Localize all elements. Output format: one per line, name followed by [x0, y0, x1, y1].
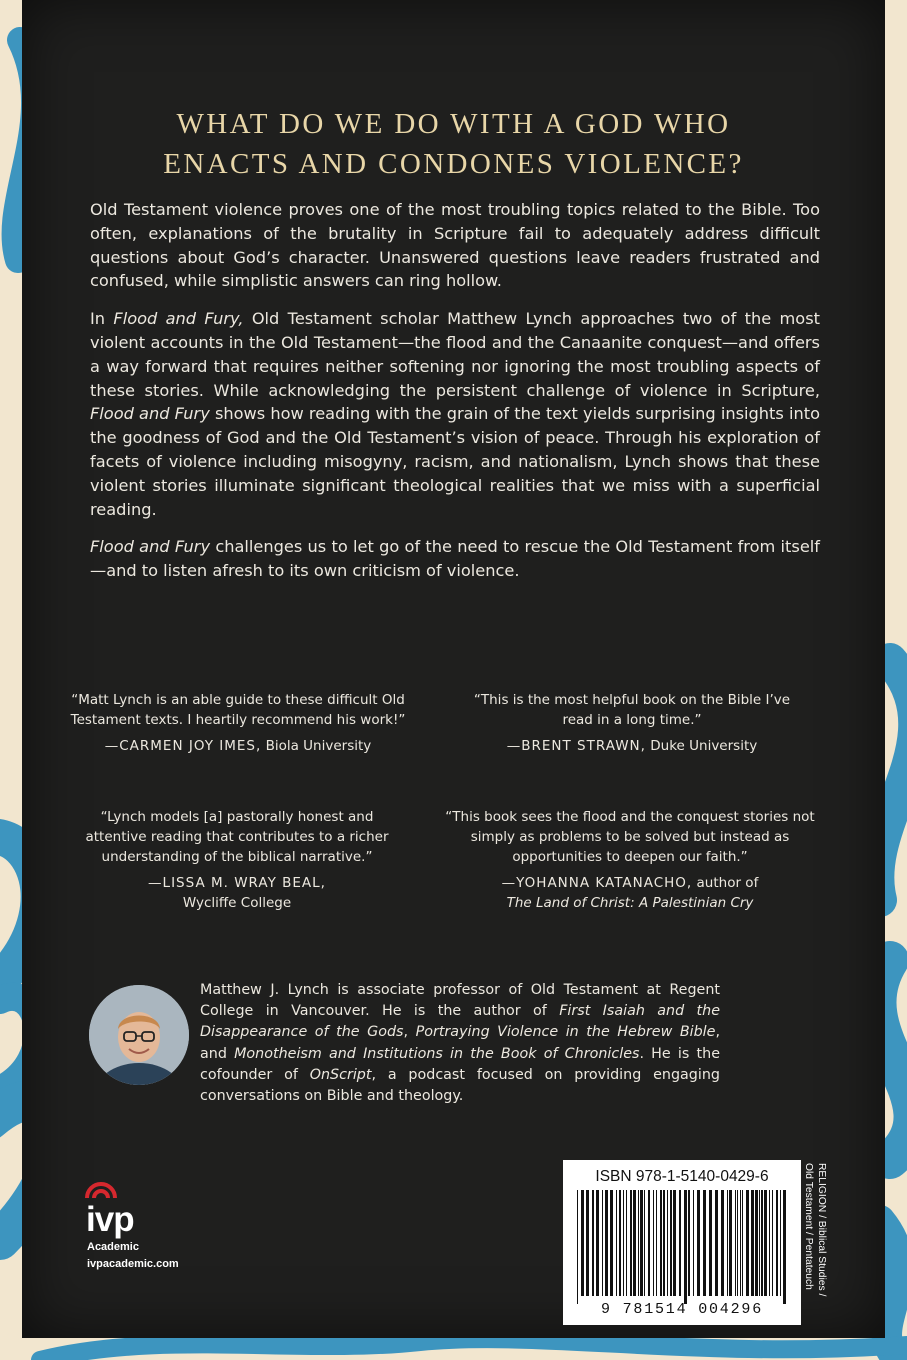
- barcode-bar: [746, 1190, 749, 1296]
- book-title: Flood and Fury,: [113, 309, 244, 329]
- endorsement-quote: “This book sees the flood and the conquest stories not simply as problems to be solved but instead as opportunities to deepen our faith.”: [445, 809, 815, 865]
- barcode-bar: [596, 1190, 599, 1296]
- barcode-bar: [776, 1190, 778, 1296]
- closing-paragraph: Flood and Fury challenges us to let go of the need to rescue the Old Testament from itself—and to listen afresh to its own criticism of violence.: [90, 537, 820, 581]
- main-paragraph: In Flood and Fury, Old Testament scholar Matthew Lynch approaches two of the most violent accounts in the Old Testament—the flood and the Canaanite conquest—and offers a way forward that requires neither softening nor ignoring the most troubling aspects of these stories. While acknowledging the persistent challenge of violence in Scripture, Flood and Fury shows how reading with the grain of the text yields surprising insights into the goodness of God and the Old Testament’s vision of peace. Through his exploration of facets of violence including misogyny, racism, and nationalism, Lynch shows that these violent stories illuminate significant theological realities that we miss with a superficial reading.: [90, 309, 820, 519]
- barcode-bar: [586, 1190, 589, 1296]
- barcode-bar: [697, 1190, 700, 1296]
- barcode-bar: [755, 1190, 758, 1296]
- barcode-bar: [764, 1190, 767, 1296]
- endorsement-quote: “Matt Lynch is an able guide to these difficult Old Testament texts. I heartily recommend his work!”: [70, 692, 406, 728]
- barcode-bar: [592, 1190, 594, 1296]
- cover-headline: [22, 104, 885, 184]
- intro-paragraph: Old Testament violence proves one of the most troubling topics related to the Bible. Too often, explanations of the brutality in Scripture fail to adequately address difficult questions about God’s character. Unanswered questions leave readers frustrated and confused, while simplistic answers can ring hollow.: [90, 200, 820, 291]
- barcode-bar: [644, 1190, 645, 1296]
- barcode-bar: [715, 1190, 718, 1296]
- barcode-bar: [640, 1190, 643, 1296]
- barcode-bar: [759, 1190, 760, 1296]
- publisher-imprint: Academic: [87, 1241, 139, 1253]
- barcode-digits: 9 781514 004296: [600, 1301, 764, 1318]
- barcode-bar: [751, 1190, 754, 1296]
- barcode-bar: [648, 1190, 650, 1296]
- endorsement-quote: “This is the most helpful book on the Bible I’ve read in a long time.”: [473, 692, 791, 728]
- barcode-bar: [605, 1190, 608, 1296]
- isbn-barcode: [563, 1160, 801, 1325]
- barcode-bar: [684, 1190, 687, 1304]
- barcode-bar: [688, 1190, 690, 1296]
- barcode-bar: [653, 1190, 654, 1296]
- barcode-bar: [709, 1190, 712, 1296]
- barcode-bar: [735, 1190, 736, 1296]
- barcode-bar: [616, 1190, 617, 1296]
- barcode-bar: [667, 1190, 668, 1296]
- barcode-bar: [581, 1190, 584, 1296]
- barcode-bar: [670, 1190, 672, 1296]
- barcode-bar: [703, 1190, 706, 1296]
- endorsement-attribution: —BRENT STRAWN, Duke University: [506, 738, 758, 754]
- endorsement-quote: “Lynch models [a] pastorally honest and attentive reading that contributes to a richer understanding of the biblical narrative.”: [85, 809, 389, 865]
- barcode-bar: [619, 1190, 621, 1296]
- barcode-bar: [742, 1190, 743, 1296]
- book-title: Flood and Fury: [90, 404, 210, 424]
- endorsement-attribution: —LISSA M. WRAY BEAL, Wycliffe College: [148, 875, 326, 911]
- bisac-category: RELIGION / Biblical Studies / Old Testament / Pentateuch: [803, 1163, 827, 1297]
- publisher-wordmark: ivp: [86, 1200, 134, 1239]
- barcode-bar: [679, 1190, 681, 1296]
- barcode-bar: [769, 1190, 770, 1296]
- barcode-bar: [663, 1190, 665, 1296]
- barcode-bar: [623, 1190, 624, 1296]
- barcode-bar: [602, 1190, 603, 1296]
- author-photo: [89, 985, 189, 1085]
- endorsement-strawn: [462, 690, 802, 756]
- endorsement-imes: [58, 690, 418, 756]
- barcode-bar: [783, 1190, 786, 1304]
- barcode-bar: [633, 1190, 636, 1296]
- barcode-bar: [772, 1190, 773, 1296]
- barcode-bar: [577, 1190, 578, 1304]
- barcode-bar: [780, 1190, 781, 1296]
- barcode-bar: [660, 1190, 662, 1296]
- barcode-bar: [721, 1190, 724, 1296]
- barcode-bar: [630, 1190, 632, 1296]
- broadcast-arcs-icon: [84, 1180, 118, 1200]
- barcode-bar: [737, 1190, 738, 1296]
- barcode-bar: [626, 1190, 627, 1296]
- author-portrait-icon: [89, 985, 189, 1085]
- barcode-bar: [610, 1190, 613, 1296]
- back-cover-panel: [22, 0, 885, 1338]
- headline-line-1: WHAT DO WE DO WITH A GOD WHO: [176, 108, 731, 140]
- barcode-bar: [673, 1190, 676, 1296]
- isbn-label: ISBN 978-1-5140-0429-6: [595, 1168, 769, 1185]
- endorsement-attribution: —YOHANNA KATANACHO, author of The Land of Christ: A Palestinian Cry: [501, 875, 759, 911]
- endorsement-katanacho: [445, 807, 815, 913]
- barcode-bar: [740, 1190, 741, 1296]
- barcode-bar: [656, 1190, 657, 1296]
- barcode-bar: [727, 1190, 728, 1296]
- endorsement-wray-beal: [72, 807, 402, 913]
- description: [90, 198, 820, 597]
- publisher-url: ivpacademic.com: [87, 1258, 179, 1270]
- headline-line-2: ENACTS AND CONDONES VIOLENCE?: [163, 148, 744, 180]
- endorsement-attribution: —CARMEN JOY IMES, Biola University: [104, 738, 372, 754]
- barcode-bar: [729, 1190, 732, 1296]
- author-bio: Matthew J. Lynch is associate professor of Old Testament at Regent College in Vancouver. He is the author of First Isaiah and the Disappearance of the Gods, Portraying Violence in the Hebrew Bible, and Monotheism and Institutions in the Book of Chronicles. He is the cofounder of OnScript, a podcast focused on providing engaging conversations on Bible and theology.: [200, 982, 721, 1105]
- barcode-bar: [638, 1190, 639, 1296]
- book-title: Flood and Fury: [90, 537, 211, 557]
- barcode-bar: [761, 1190, 763, 1296]
- barcode-bar: [693, 1190, 694, 1296]
